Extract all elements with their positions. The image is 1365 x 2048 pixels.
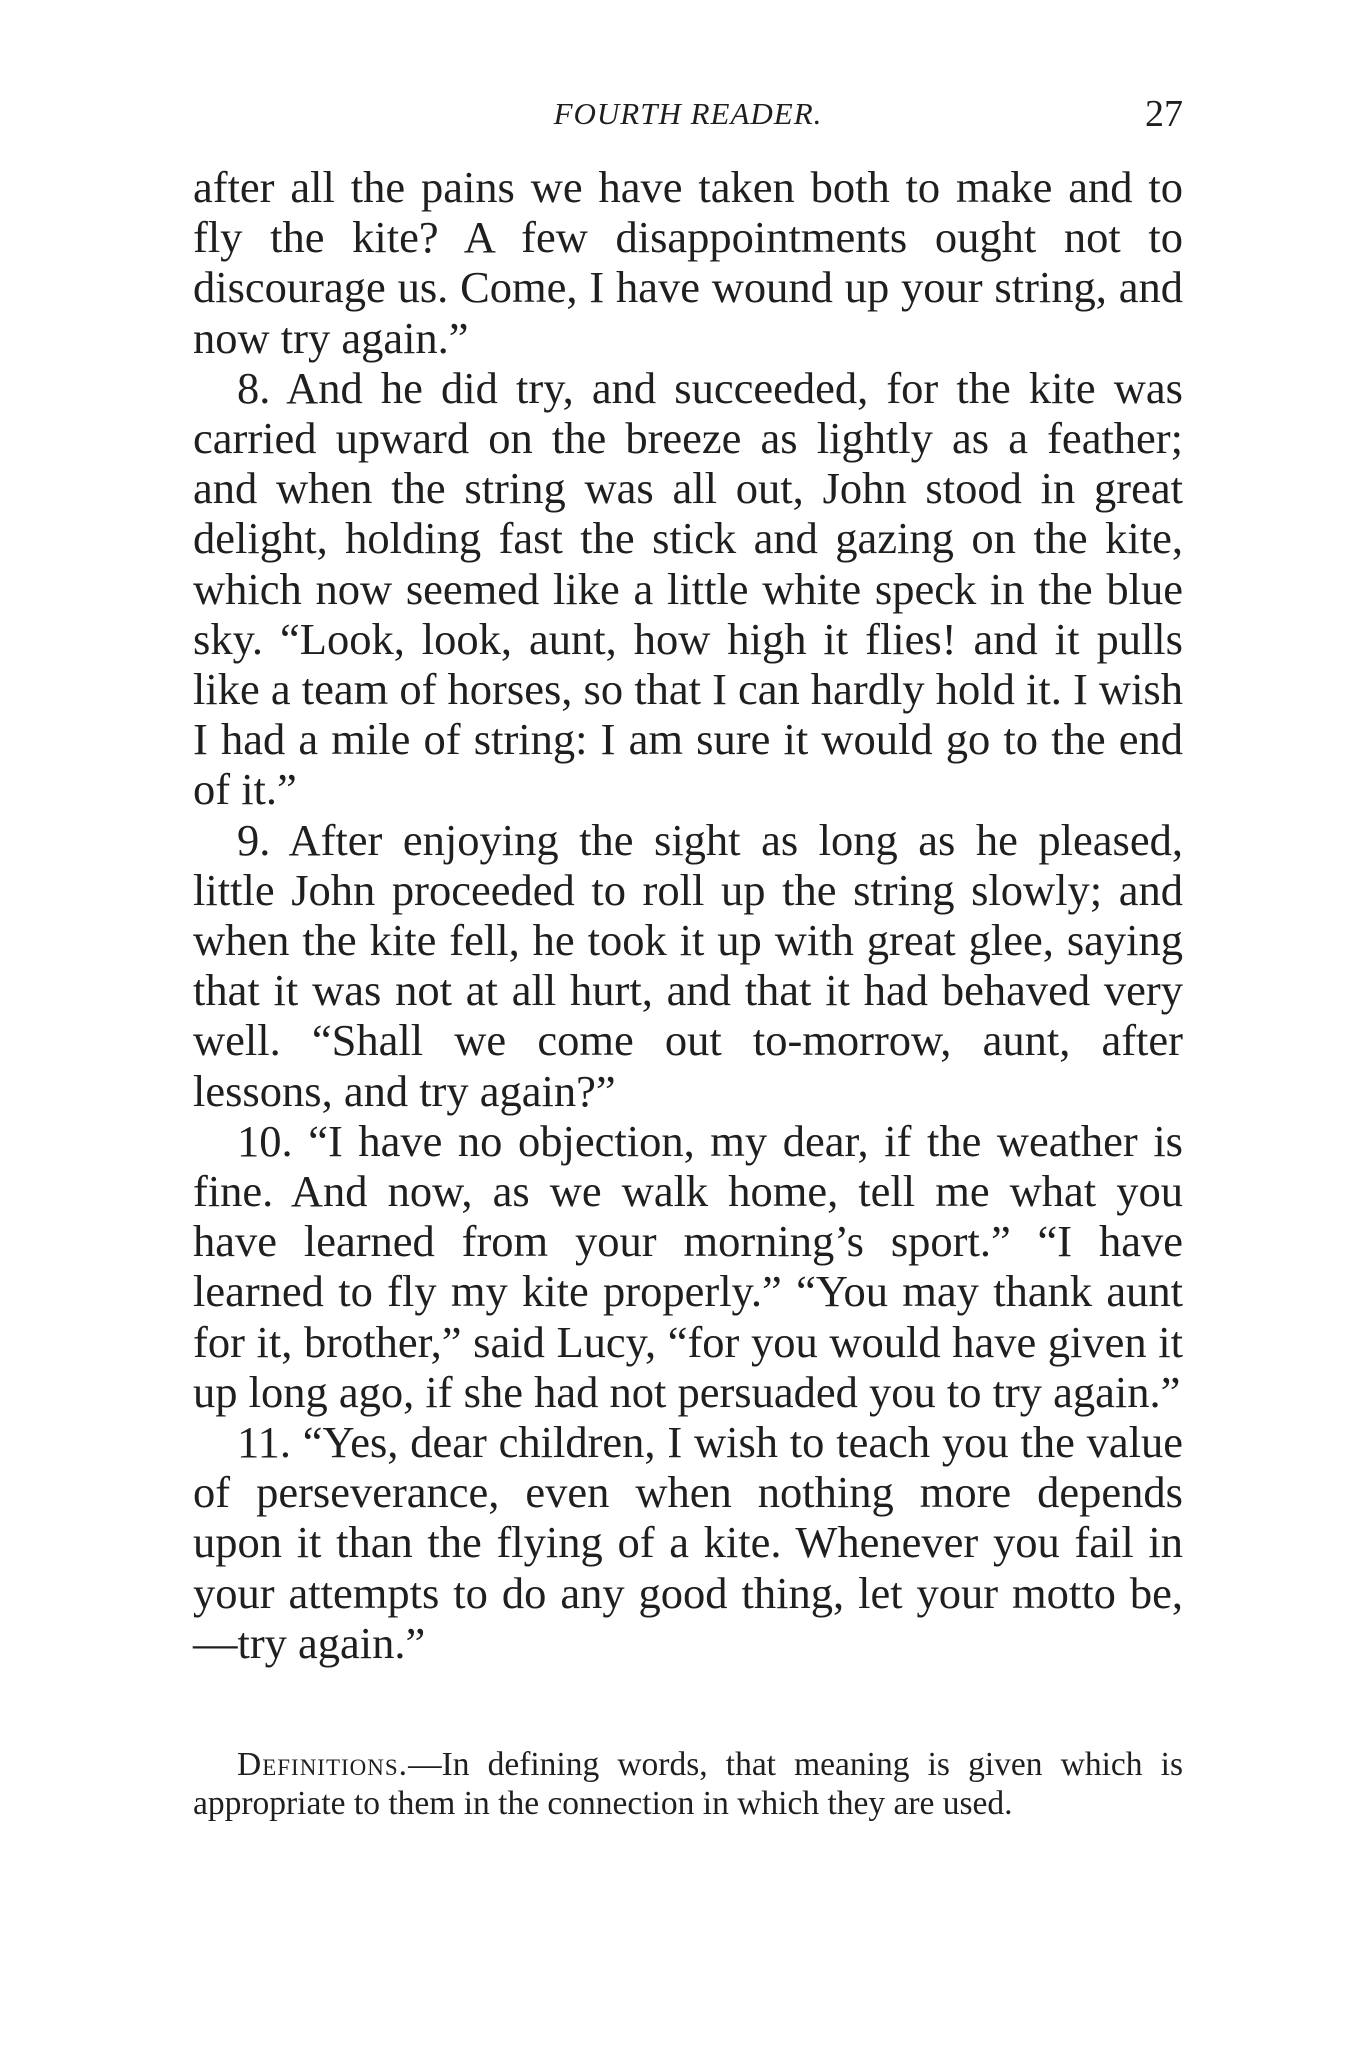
paragraph-8: 8. And he did try, and succeeded, for the kite was carried upward on the breeze as lightly as a feather; and when the string was all out, John stood in great delight, holding fast the stick and gazing on the kite, which now seemed like a little white speck in the blue sky. “Look, look, aunt, how high it flies! and it pulls like a team of horses, so that I can hardly hold it. I wish I had a mile of string: I am sure it would go to the end of it.” xyxy=(193,362,1183,815)
body-text xyxy=(193,162,1183,1668)
paragraph-9: 9. After enjoying the sight as long as he pleased, little John proceeded to roll up the string slowly; and when the kite fell, he took it up with great glee, saying that it was not at all hurt, and that it had behaved very well. “Shall we come out to-morrow, aunt, after lessons, and try again?” xyxy=(193,814,1183,1116)
paragraph-continued: after all the pains we have taken both to make and to fly the kite? A few disappointments ought not to discourage us. Come, I have wound up your string, and now try again.” xyxy=(193,162,1183,363)
page-number: 27 xyxy=(1145,93,1183,135)
running-title: FOURTH READER. xyxy=(553,96,823,131)
definitions-text: —In defining words, that meaning is given which is appropriate to them in the connection in which they are used. xyxy=(193,1746,1183,1822)
definitions-label: Definitions. xyxy=(237,1746,409,1783)
definitions-note xyxy=(193,1745,1183,1823)
paragraph-11: 11. “Yes, dear children, I wish to teach you the value of perseverance, even when nothing more depends upon it than the flying of a kite. Whenever you fail in your attempts to do any good thing, let your motto be,—try again.” xyxy=(193,1417,1183,1668)
paragraph-10: 10. “I have no objection, my dear, if the weather is fine. And now, as we walk home, tell me what you have learned from your morning’s sport.” “I have learned to fly my kite properly.” “You may thank aunt for it, brother,” said Lucy, “for you would have given it up long ago, if she had not persuaded you to try again.” xyxy=(193,1115,1183,1417)
running-head xyxy=(193,92,1183,142)
